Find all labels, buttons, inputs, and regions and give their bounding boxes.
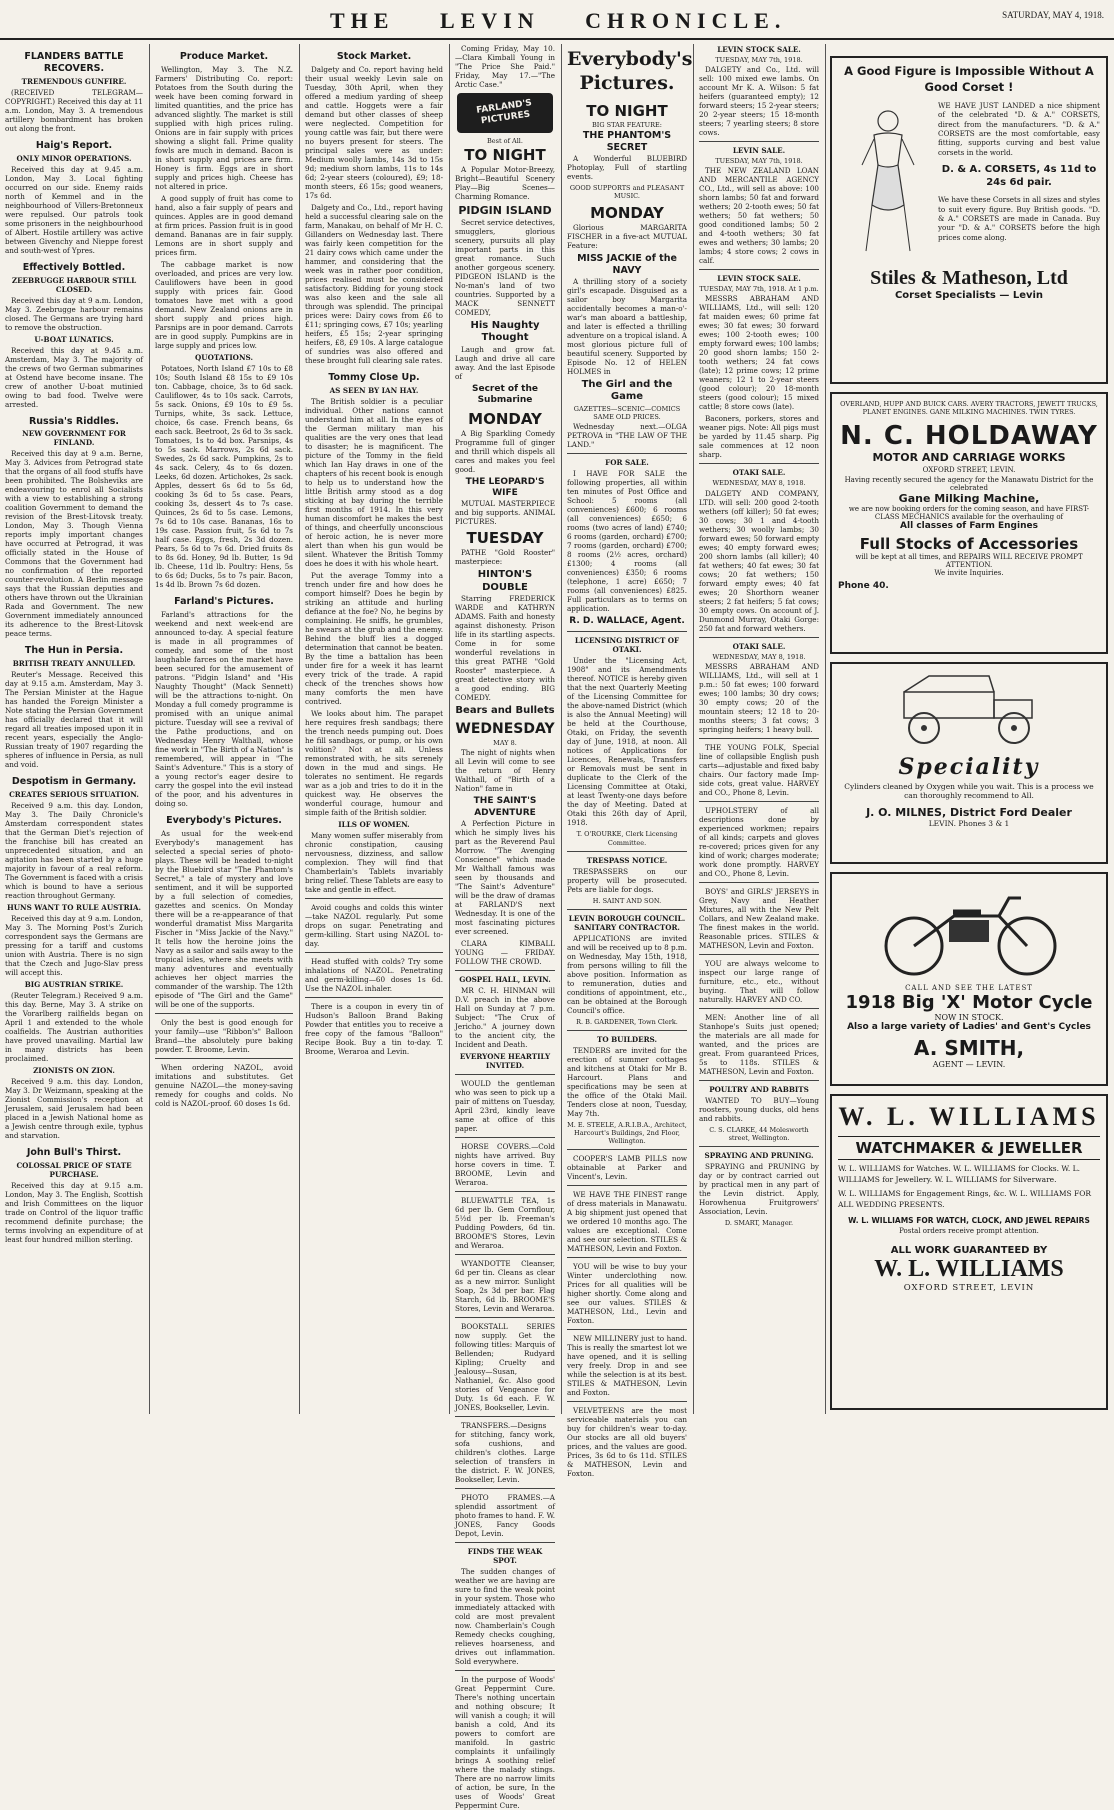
sale-date: TUESDAY, MAY 7th, 1918. At 1 p.m. [699,285,819,294]
motorcycle-advert [830,872,1108,1086]
tagline: Best of All. [487,137,523,145]
holdaway-logo: N. C. HOLDAWAY [840,420,1098,451]
coming-attractions: Coming Friday, May 10.—Clara Kimball Young in "The Price She Paid." Friday, May 17.—"The Arctic Case." [455,44,555,89]
divider [567,1185,687,1186]
advert-text: When ordering NAZOL, avoid imitations and substitutes. Get genuine NAZOL—the money-saving remedy for coughs and colds. No cold is NAZOL-proof. 60 doses 1s 6d. [155,1062,293,1108]
notice-signature: M. E. STEELE, A.R.I.B.A., Architect, Harcourt's Buildings, 2nd Floor, Wellington. [567,1120,687,1146]
feature-title: HINTON'S DOUBLE [477,569,533,593]
headline: Effectively Bottled. [22,261,126,273]
divider [567,1257,687,1258]
subheadline: COLOSSAL PRICE OF STATE PURCHASE. [16,1161,132,1179]
subheadline: ONLY MINOR OPERATIONS. [16,153,132,163]
sale-list: DALGETY and Co., Ltd. will sell: 100 mixed ewe lambs. On account Mr K. A. Wilson: 5 fat heifers (guaranteed empty); 12 forward steers; 15 2-year steers; 20 2-year steers; 15 18-month steers; 7 yearling steers; 8 store cows. [699,65,819,138]
sale-heading: OTAKI SALE. [732,468,786,478]
notice-heading: FINDS THE WEAK SPOT. [467,1546,543,1565]
column-3-stock-market [300,44,448,1414]
programme-text: Laugh and grow fat. Laugh and drive all care away. And the last Episode of [455,344,555,381]
article-body: Received this day at 9 a.m. London, May 3. The Morning Post's Zurich correspondent says the Germans are pressing for a tariff and customs union with Austria. There is no sign that the Czech and Jugo-Slav press will accept this. [5,914,143,978]
programme-text: The night of nights when all Levin will come to see the return of Henry Walthall, of "Birth of a Nation" fame in [455,748,555,794]
sale-heading: LEVIN SALE. [732,146,786,156]
article-body: The cabbage market is now overloaded, and prices are very low. Cauliflowers have been in good supply with prices fair. Good tomatoes have met with a good demand. New Zealand onions are in short supply and prices high. Parsnips are in poor demand. Carrots are in good supply. Pumpkins are in large supply and prices low. [155,259,293,350]
notice-text: TRESPASSERS on our property will be prosecuted. Pets are liable for dogs. [567,866,687,894]
programme-text: A thrilling story of a society girl's escapade. Disguised as a sailor boy Margarita accidentally becomes a man-o'-war's man aboard a battleship, and later is effected a thrilling adventure on a tropical island. A most glorious picture full of beautiful scenery. Supported by Episode No. 12 of HELEN HOLMES in [567,276,687,376]
programme-text: A Popular Motor-Breezy, Bright—Beautiful Scenery Play—Big Scenes—Charming Romance. [455,164,555,201]
notice-heading: SPRAYING AND PRUNING. [704,1150,814,1160]
subheadline: HUNS WANT TO RULE AUSTRIA. [6,903,142,913]
sale-list: Baconers, porkers, stores and weaner pigs. Note: All pigs must be yarded by 11.45 sharp. Pig sale commences at 12 noon sharp. [699,414,819,460]
programme-text: Glorious MARGARITA FISCHER in a five-act MUTUAL Feature: [567,223,687,251]
divider [699,1146,819,1147]
divider [699,801,819,802]
divider [699,463,819,464]
everybodys-logo-2: Pictures. [579,71,675,94]
headline: Stock Market. [336,51,412,62]
article-body: Reuter's Message. Received this day at 9.15 a.m. Amsterdam, May 3. The Persian Minister at the Hague has handed the Foreign Minister a Note stating the Persian Government has officially declared that it will regard all treaties imposed upon it in recent years, especially the Anglo-Russian treaty of 1907 regarding the spheres of influence in Persia, as null and void. [5,670,143,770]
advert-text: Many women suffer miserably from chronic constipation, causing nervousness, dizziness, and sallow complexion. They will find that Chamberlain's Tablets invariably bring relief. These Tablets are easy to take and gentle in effect. [305,830,443,894]
sale-list: DALGETY AND COMPANY, LTD. will sell: 200 good 2-tooth wethers (off killer); 50 fat ewes; 30 cows; 30 1 and 4-tooth wethers; 30 woolly lambs; 30 forward ewes; 50 forward empty ewes; 40 empty forward ewes; 200 shorn lambs (all killer); 40 fat wethers; 40 fat ewes; 30 fat cows; 20 fat wethers; 150 forward empty ewes; 40 fat ewes; 20 Shorthorn weaner steers; 2 fat heifers; 5 fat cows; 30 empty cows. On account of J. Dunmond Murray, Otaki Gorge: 250 fat and forward wethers. [699,488,819,633]
advert-text: Head stuffed with colds? Try some inhalations of NAZOL. Penetrating and germ-killing—60 doses 1s 6d. Use the NAZOL inhaler. [305,956,443,993]
subheadline: BIG AUSTRIAN STRIKE. [24,980,124,990]
speciality-heading: Speciality [898,754,1040,780]
notice-text: APPLICATIONS are invited and will be received up to 8 p.m. on Wednesday, May 15th, 1918, from persons willing to fill the above position. Information as to remuneration, duties and conditions of appointment, etc., can be obtained at the Borough Council's office. [567,933,687,1015]
advert-text: COOPER'S LAMB PILLS now obtainable at Parker and Vincent's, Levin. [567,1154,687,1182]
advert-text: WYANDOTTE Cleanser, 6d per tin. Cleans as clear as a new mirror. Sunlight Soap, 2s 3d per bar. Flag Starch, 6d lb. BROOME'S Stores, Levin and Weraroa. [455,1258,555,1313]
milnes-address: LEVIN. Phones 3 & 1 [928,819,1010,828]
article-body: Farland's attractions for the weekend and next week-end are announced to-day. A special feature is made in all programmes of comedy, and some of the most laughable farces on the market have been secured for the amusement of patrons. "Pidgin Island" and "His Naughty Thought" (Mack Sennett) will be the attractions to-night. On Monday a full comedy programme is promised with an unique animal picture. Tuesday will see a revival of the Pathe productions, and on Wednesday Henry Walthall, whose fine work in "The Birth of a Nation" is remembered, will appear in "The Saint's Adventure." This is a story of a young rector's eager desire to carry the gospel into the evil instead of the poor, and his adventures in doing so. [155,609,293,808]
subheadline: BRITISH TREATY ANNULLED. [12,659,136,669]
corset-details: We have these Corsets in all sizes and styles to suit every figure. Buy British goods. "D. & A." CORSETS are made in Canada. Buy your "D. & A." CORSETS before the high prices come along. [938,195,1100,242]
subheadline: QUOTATIONS. [195,352,253,362]
programme-day: TO NIGHT [586,101,668,120]
notice-heading: TO BUILDERS. [597,1034,657,1044]
williams-logo: W. L. WILLIAMS [838,1102,1100,1131]
subheadline: AS SEEN BY IAN HAY. [329,385,419,395]
williams-repairs: W. L. WILLIAMS FOR WATCH, CLOCK, AND JEWEL REPAIRS [848,1215,1090,1225]
advert-text: UPHOLSTERY of all descriptions done by experienced workmen; repairs of all kinds; carpets and gloves re-covered; prices given for any kind of work; charges moderate; work done promptly. HARVEY and CO., Phone 8, Levin. [699,805,819,878]
article-body: Wellington, May 3. The N.Z. Farmers' Distributing Co. report: Potatoes from the South during the week have been coming forward in limited quantities, and the price has advanced slightly. The market is still supplied with high prices ruling. Onions are in fair supply with prices showing a slight fall. Prime quality fowls are much in demand. Bacon is in short supply and prices are firm. Honey is firm. Eggs are in short supply and prices high. Cheese has not altered in price. [155,64,293,191]
article-body: As usual for the week-end Everybody's management has selected a special series of photo-plays. These will be headed to-night by the Bluebird star "The Phantom's Secret," a tale of mystery and love sentiment, and it will be supported by a full selection of comedies, gazettes and scenics. On Monday there will be a re-appearance of that wonderful dramatist Miss Margarita Fischer in "Miss Jackie of the Navy." It tells how the heroine joins the Navy as a sailor and sails away to the tropical isles, where she meets with many adventures and eventually achieves her object marries the commander of the warship. The 12th episode of "The Girl and the Game" will be one of the supports. [155,828,293,1009]
programme-text: Starring FREDERICK WARDE and KATHRYN ADAMS. Faith and honesty against dishonesty. Prison life in its startling aspects. Come in for some wonderful revelations in this great PATHE "Gold Rooster" masterpiece. A great detective story with a good ending. BIG COMEDY. [455,594,555,703]
sale-date: WEDNESDAY, MAY 8, 1918. [712,479,806,488]
notice-heading: LEVIN BOROUGH COUNCIL. SANITARY CONTRACTOR. [568,913,686,932]
advert-text: YOU are always welcome to inspect our large range of furniture, etc., etc., without buying. That will follow naturally. HARVEY AND CO. [699,958,819,1004]
notice-signature: H. SAINT AND SON. [592,896,662,905]
column-6-stock-sales [694,44,824,1414]
advert-text: WOULD the gentleman who was seen to pick up a pair of mittens on Tuesday, April 23rd, kindly leave same at office of this paper. [455,1078,555,1133]
feature-title: Bears and Bullets [455,705,555,717]
article-body: We looks about him. The parapet here requires fresh sandbags; there the trench needs pumping out. Does he fill sandbags, or pump, or his own volition? Not at all. Unless remonstrated with, he sits serenely down in the mud and sings. He tolerates no sentiment. He regards war as a job and tries to do it in the quickest way. He observes the wonderful courage, humour and simple faith of the British soldier. [305,708,443,817]
divider [567,453,687,454]
headline: Haig's Report. [35,139,113,151]
headline: FLANDERS BATTLE RECOVERS. [24,51,124,74]
feature-title: THE LEOPARD'S WIFE [465,476,545,499]
sale-heading: LEVIN STOCK SALE. [717,274,801,284]
headline: Tommy Close Up. [328,371,420,383]
williams-postal: Postal orders receive prompt attention. [899,1226,1039,1235]
subheadline: ZEEBRUGGE HARBOUR STILL CLOSED. [11,275,137,294]
farlands-logo: FARLAND'S PICTURES [457,93,553,133]
holdaway-address: OXFORD STREET, LEVIN. [922,465,1016,474]
programme-text: MUTUAL MASTERPIECE and big supports. ANIMAL PICTURES. [455,499,555,527]
advert-text: SPRAYING and PRUNING by day or by contract carried out by practical men in any part of the Levin district. Apply, Horowhenua Fruitgrowers' Association, Levin. [699,1161,819,1216]
divider [699,269,819,270]
programme-date: MAY 8. [493,739,517,748]
williams-address: OXFORD STREET, LEVIN [903,1282,1035,1293]
subheadline: U-BOAT LUNATICS. [34,334,114,344]
holdaway-text: will be kept at all times, and REPAIRS WILL RECEIVE PROMPT ATTENTION. [855,552,1083,569]
motorcycle-model: 1918 Big 'X' Motor Cycle [845,992,1093,1013]
divider [305,952,443,953]
car-illustration [874,670,1064,750]
column-4-farlands [450,44,560,1810]
williams-list: W. L. WILLIAMS for Watches. W. L. WILLIAMS for Clocks. W. L. WILLIAMS for Jewellery. W. L. WILLIAMS for Silverware. [838,1164,1080,1184]
programme-text: CLARA KIMBALL YOUNG — FRIDAY. FOLLOW THE CROWD. [455,938,555,966]
subheadline: ZIONISTS ON ZION. [33,1066,115,1076]
headline: The Hun in Persia. [24,645,124,657]
divider [699,637,819,638]
notice-text: TENDERS are invited for the erection of summer cottages and kitchens at Otaki for Mr B. Harcourt. Plans and specifications may be seen at the office of the Otaki Mail. Tenders close at noon, Tuesday, May 7th. [567,1045,687,1118]
feature-title: Secret of the Submarine [472,383,538,405]
corset-price: D. & A. CORSETS, 4s 11d to 24s 6d pair. [941,164,1097,189]
divider [455,1137,555,1138]
williams-guarantee: ALL WORK GUARANTEED BY [890,1244,1048,1256]
advert-text: MEN: Another line of all Stanhope's Suits just opened; the materials are all made for wanted, and the prices are great. From guaranteed Prices, 5s to 118s. STILES & MATHESON, Levin and Foxton. [699,1012,819,1076]
divider [699,141,819,142]
notice-heading: FOR SALE. [605,458,649,468]
divider [567,631,687,632]
motorcycle-illustration [869,880,1069,980]
divider [699,1008,819,1009]
corset-advert [830,56,1108,384]
williams-name: W. L. WILLIAMS [874,1255,1064,1282]
masthead [0,0,1114,40]
advert-text: PHOTO FRAMES.—A splendid assortment of photo frames to hand. F. W. JONES, Fancy Goods Depot, Levin. [455,1492,555,1538]
sale-list: THE NEW ZEALAND LOAN AND MERCANTILE AGENCY CO., Ltd., will sell as above: 100 shorn lambs; 50 fat and forward wethers; 20 2-tooth ewes; 50 fat wethers; 50 fat wethers; 50 good conditioned lambs; 50 2 and 4-tooth wethers; 30 fat ewes and wethers; 30 lambs; 20 lambs; 4 store cows; 2 cows in calf. [699,166,819,266]
column-divider [825,44,826,1414]
feature-title: THE SAINT'S ADVENTURE [473,796,537,818]
article-body: Received this day at 9 a.m. London, May 3. Zeebrugge harbour remains closed. The Germans are trying hard to remove the obstruction. [5,295,143,332]
headline: Produce Market. [179,51,269,62]
subheadline: ILLS OF WOMEN. [338,819,410,829]
advert-text: WE HAVE THE FINEST range of dress materials in Manawatu. A big shipment just opened that we ordered 10 months ago. The values are exceptional. Come and see our selection. STILES & MATHESON, Levin and Foxton. [567,1190,687,1254]
article-body: Received this day at 9 a.m. Berne, May 3. Advices from Petrograd state that the organs of all food stuffs have been prohibited. The Bolsheviks are endeavouring to enrol all Socialists with a view to establishing a strong coalition Government to demand the revision of the Brest-Litovsk treaty. London, May 3. Though Vienna reports imply important changes have occurred at Petrograd, it was officially stated in the House of Commons that the Government had no confirmation of the reported counter-revolution. A Berlin message says that the Russian deputies and others have thrown out the Ukrainian Rada and Government. The new Government immediately announced its adherence to the Brest-Litovsk peace terms. [5,449,143,639]
sale-date: TUESDAY, MAY 7th, 1918. [715,56,803,64]
divider [567,1149,687,1150]
divider [455,1317,555,1318]
programme-text: A Perfection Picture in which he simply lives his part as the Reverend Paul Morrow. "The Avenging Conscience" which made Mr Walthall famous was seen by thousands and "The Saint's Adventure" will be the draw of dramas at FARLAND'S next Wednesday. It is one of the most fascinating pictures ever screened. [455,818,555,936]
notice-heading: GOSPEL HALL, LEVIN. [459,974,551,984]
motorcycle-stock: NOW IN STOCK. [934,1013,1004,1022]
corset-headline: A Good Figure is Impossible Without A Good Corset ! [844,64,1094,94]
programme-text: Wednesday next.—OLGA PETROVA in "THE LAW OF THE LAND." [567,422,687,450]
sale-list: MESSRS ABRAHAM AND WILLIAMS, Ltd., will sell at 1 p.m.: 50 fat ewes; 100 forward ewes; 100 lambs; 30 dry cows; 30 empty cows; 20 of the mountain steers; 12 18 to 20-months steers; 3 fat cows; 3 springing heifers; 1 heavy bull. [699,661,819,734]
williams-advert [830,1094,1108,1410]
column-1-war-news [0,44,148,1414]
advert-text: NEW MILLINERY just to hand. This is really the smartest lot we have opened, and it is selling very freely. Drop in and see while the selection is at its best. STILES & MATHESON, Levin and Foxton. [567,1334,687,1398]
headline: Despotism in Germany. [11,776,137,788]
article-body: (Reuter Telegram.) Received 9 a.m. this day. Berne, May 3. A strike on the Vorarlberg railfields began on April 1 and extended to the whole coalfields. The Austrian authorities have proved unavailing. Martial law in many districts has been proclaimed. [5,991,143,1064]
sale-heading: OTAKI SALE. [732,641,786,651]
article-body: The British soldier is a peculiar individual. Other nations cannot understand him at all. In the eyes of the German military man his qualities are the very ones that lead to disaster; he is magnificent. The picture of the Tommy in the field which Ian Hay draws in one of the chapters of his recent book is enough to help us to understand how the little British army stood as a dog sticking at bay during the terrible first months of 1914. In this very human discomfort he makes the best of things, and cheerfully unconscious of heroic action, he is never more alert than when his gun would be silent. Whatever the British Tommy does he does it with his whole heart. [305,396,443,568]
advert-text: Avoid coughs and colds this winter—take NAZOL regularly. Put some drops on sugar. Penetrating and germ-killing. Start using NAZOL to-day. [305,902,443,948]
notice-text: Under the "Licensing Act, 1908" and its Amendments thereof. NOTICE is hereby given that the next Quarterly Meeting of the Licensing Committee for the above-named District (which is also the Annual Meeting) will be held at the Courthouse, Otaki, on Friday, the seventh day of June, 1918, at noon. All notices of Applications for Licences, Renewals, Transfers or Removals must be sent in duplicate to the Clerk of the Licensing Committee at Otaki, at least Twenty-one days before the day of Meeting. Dated at Otaki this 26th day of April, 1918. [567,656,687,828]
corset-body: WE HAVE JUST LANDED a nice shipment of the celebrated "D. & A." CORSETS, direct from the manufacturers. "D. & A." CORSETS are the most comfortable, easy fitting, supports curving and best value corsets in the world. [938,101,1100,157]
notice-heading: LICENSING DISTRICT OF OTAKI. [574,636,680,655]
programme-text: A Wonderful BLUEBIRD Photoplay, Full of startling events. [567,154,687,182]
advert-text: BOOKSTALL SERIES now supply. Get the following titles: Marquis of Bellenden; Rudyard Kipling; Cruelty and Jealousy—Susan, Nathaniel, &c. Also good stories of Vengeance for Duty. 1s 6d each. F. W. JONES, Bookseller, Levin. [455,1321,555,1412]
article-body: Dalgety and Co. report having held their usual weekly Levin sale on Tuesday, 30th April, when they offered a medium yarding of sheep and cattle. Hoggets were a fair demand but other classes of sheep were neglected. Competition for young cattle was fair, but there were no buyers present for steers. The principal sales were as under: Medium woolly lambs, 14s 3d to 15s 9d; medium shorn lambs, 11s to 14s 6d; 2-year steers (coloured), £9; 18-month steers, £6 15s; good weaners, 17s 6d. [305,64,443,200]
sale-date: TUESDAY, MAY 7th, 1918. [715,157,803,166]
sale-heading: LEVIN STOCK SALE. [717,45,801,54]
feature-title: MISS JACKIE of the NAVY [577,253,677,276]
article-body: Received 9 a.m. this day. London, May 3. The Daily Chronicle's Amsterdam correspondent states that the German Diet's rejection of the franchise bill has created an unprecedented situation, and an agitation has been started by a huge majority in favour of a real reform. The Government is faced with a crisis which is bound to have a serious reaction throughout Germany. [5,801,143,901]
agent-name: R. D. WALLACE, Agent. [569,616,685,627]
notice-heading: EVERYONE HEARTILY INVITED. [459,1051,551,1070]
advert-text: HORSE COVERS.—Cold nights have arrived. Buy horse covers in time. T. BROOME, Levin and Weraroa. [455,1141,555,1187]
milnes-advert [830,662,1108,864]
subheadline: NEW GOVERNMENT FOR FINLAND. [22,429,126,448]
holdaway-text: We invite Inquiries. [934,568,1004,577]
newspaper-title: THE LEVIN CHRONICLE. [330,8,787,33]
divider [567,909,687,910]
notice-signature: C. S. CLARKE, 44 Molesworth street, Wellington. [709,1125,809,1142]
divider [567,1329,687,1330]
divider [455,1074,555,1075]
programme-day: MONDAY [590,204,664,223]
headline: John Bull's Thirst. [26,1147,122,1159]
article-body: Potatoes, North Island £7 10s to £8 10s; South Island £8 15s to £9 10s ton. Cabbage, choice, 3s to 6d sack. Cauliflower, 4s to 10s sack. Carrots, 5s sack. Onions, £9 10s to £9 5s. Turnips, white, 3s sack. Lettuce, choice, 6s case. French beans, 6s each sack. Beetroot, 2s 6d to 3s sack. Tomatoes, 1s to 4d box. Parsnips, 4s to 5s sack. Marrows, 2s 6d sack. Swedes, 2s 6d sack. Pumpkins, 2s to 4s sack. Celery, 4s to 6s dozen. Leeks, 6d dozen. Artichokes, 2s sack. Apples, dessert 6s 6d to 5s 6d, cooking 3s 6d to 5s case. Pears, cooking 3s, dessert 4s to 7s case. Quinces, 2s 6d to 5s case. Lemons, 7s 6d to 10s case. Bananas, 16s to 19s case. Passion fruit, 5s 6d to 7s half case. Eggs, fresh, 2s 3d dozen. Pears, 5s 6d to 7s 6d. Dried fruits 8s to 8s 6d. Honey, 9d lb. Butter, 1s 9d lb. Cheese, 11d lb. Poultry: Hens, 5s to 6s 6d; Ducks, 5s to 7s pair. Bacon, 1s 4d lb. Brown 7s 6d dozen. [155,363,293,589]
programme-text: A Big Sparkling Comedy Programme full of ginger and thrill which dispels all cares and makes you feel good. [455,428,555,474]
headline: Russia's Riddles. [28,415,120,427]
column-5-everybodys [562,44,693,1479]
divider [455,1191,555,1192]
headline: Everybody's Pictures. [166,814,282,826]
article-body: Dalgety and Co., Ltd., report having held a successful clearing sale on the farm, Manakau, on behalf of Mr H. C. Gillanders on Wednesday last. There was fairly keen competition for the 21 dairy cows which came under the hammer, and considering that the week was in rather poor condition, prices realised must be considered satisfactory. Bidding for young stock was also keen and the sale all through was splendid. The principal prices were: Dairy cows from £6 to £11; springing cows, £7 10s; yearling heifers, £5 15s; 2-year springing heifers, £8, £9 10s. A large catalogue of sundries was also offered and these brought full clearing sale rates. [305,202,443,365]
divider [455,1542,555,1543]
programme-day: TO NIGHT [464,146,546,165]
advert-text: The sudden changes of weather we are having are sure to find the weak point in your system. Those who immediately attacked with cold are most prevalent now. Chamberlain's Cough Remedy checks coughing, relieves hoarseness, and drives out inflammation. Sold everywhere. [455,1566,555,1666]
programme-tag: GOOD SUPPORTS and PLEASANT MUSIC. [569,184,685,201]
divider [699,954,819,955]
programme-text: PATHE "Gold Rooster" masterpiece: [455,548,555,567]
feature-title: His Naughty Thought [470,319,540,344]
feature-title: The Girl and the Game [581,378,673,403]
williams-trade: WATCHMAKER & JEWELLER [838,1136,1100,1160]
article-body: A good supply of fruit has come to hand, also a fair supply of pears and quinces. Apples are in good demand at firm prices. Passion fruit is in good demand. Bananas are in fair supply. Lemons are in short supply and prices firm. [155,193,293,257]
holdaway-advert [830,392,1108,654]
divider [455,970,555,971]
milnes-name: J. O. MILNES, District Ford Dealer [866,806,1072,819]
notice-text: I HAVE FOR SALE the following properties, all within ten minutes of Post Office and School: 5 rooms (all conveniences) £600; 6 rooms (all conveniences) £650; 6 rooms (two acres of land) £740; 6 rooms (garden, orchard) £700; 7 rooms (garden, orchard) £700; 8 rooms (2½ acres, orchard) £1300; 4 rooms (all conveniences) £350; 6 rooms (telephone, 1 acre) £650; 7 rooms (all conveniences) £825. Full particulars as to terms on application. [567,469,687,614]
advert-text: BOYS' and GIRLS' JERSEYS in Grey, Navy and Heather Mixtures, all with the New Pelt Collars, and New Zealand make. The finest makes in the world. Reasonable prices. STILES & MATHESON, Levin and Foxton. [699,886,819,950]
notice-signature: D. SMART, Manager. [724,1218,794,1227]
advert-text: YOU will be wise to buy your Winter underclothing now. Prices for all qualities will be higher shortly. Come along and see our values. STILES & MATHESON, Ltd., Levin and Foxton. [567,1262,687,1326]
programme-day: WEDNESDAY [455,720,555,737]
notice-heading: TRESPASS NOTICE. [586,855,668,865]
holdaway-product: Gane Milking Machine, [898,491,1040,505]
feature-title: PIDGIN ISLAND [458,203,552,217]
holdaway-engines: All classes of Farm Engines [900,520,1038,531]
advert-text: TRANSFERS.—Designs for stitching, fancy work, sofa cushions, and children's clothes. Large selection of transfers in the district. F. W. JONES, Bookseller, Levin. [455,1420,555,1484]
subheadline: CREATES SERIOUS SITUATION. [9,790,139,800]
motorcycle-variety: Also a large variety of Ladies' and Gent's Cycles [847,1022,1091,1032]
advert-text: THE YOUNG FOLK, Special line of collapsible English push carts—adjustable and fixed baby chairs. Our factory made Imp-side cots, great value. HARVEY and CO., Phone 8, Levin. [699,742,819,797]
notice-heading: POULTRY AND RABBITS [709,1084,809,1094]
headline: Farland's Pictures. [174,595,274,607]
subheadline: TREMENDOUS GUNFIRE. [21,76,127,86]
divider [155,1013,293,1014]
article-body: (RECEIVED TELEGRAM—COPYRIGHT.) Received this day at 11 a.m. London, May 3. A tremendous artillery bombardment has broken out along the front. [5,87,143,133]
article-body: Received this day at 9.45 a.m. London, May 3. Local fighting occurred on our side. Enemy raids north of Kemmel and in the neighbourhood of Villers-Bretonneux were repulsed. Our patrols took some prisoners in the neighbourhood of Albert. Hostile artillery was active between Givenchy and Nieppe forest and south-west of Ypres. [5,164,143,255]
column-2-produce [150,44,298,1414]
notice-signature: R. B. GARDENER, Town Clerk. [576,1017,678,1026]
divider [305,997,443,998]
divider [567,1401,687,1402]
everybodys-logo: Everybody's [567,48,693,70]
advert-text: BLUEWATTLE TEA, 1s 6d per lb. Gem Cornflour, 5½d per lb. Freeman's Pudding Powders, 6d tin. BROOME'S Stores, Levin and Weraroa. [455,1195,555,1250]
issue-date: SATURDAY, MAY 4, 1918. [1002,10,1104,20]
sale-date: WEDNESDAY, MAY 8, 1918. [712,652,806,661]
holdaway-agencies: OVERLAND, HUPP AND BUICK CARS. AVERY TRACTORS, JEWETT TRUCKS, PLANET ENGINES. GANE MILKING MACHINES. TWIN TYRES. [840,400,1098,417]
article-body: Received this day at 9.45 a.m. Amsterdam, May 3. The majority of the crews of two German submarines at Ostend have become insane. The crew of another U-boat mutinied owing to bad food. Twelve were arrested. [5,345,143,409]
divider [699,738,819,739]
divider [567,1030,687,1031]
divider [699,1080,819,1081]
programme-day: TUESDAY [466,529,544,548]
speciality-text: Cylinders cleaned by Oxygen while you wait. This is a process we can thoroughly recommend to All. [844,782,1094,800]
advert-text: VELVETEENS are the most serviceable materials you can buy for children's wear to-day. Our stocks are all old buyers' prices, and the values are good. Prices, 3s 6d to 6s 11d. STILES & MATHESON, Levin and Foxton. [567,1406,687,1479]
divider [455,1488,555,1489]
stiles-matheson-logo: Stiles & Matheson, Ltd [870,267,1068,290]
motorcycle-call: CALL AND SEE THE LATEST [905,984,1033,992]
programme-text: Secret service detectives, smugglers, glorious scenery, pursuits all play important parts in this great romance. Such another gorgeous scenery. PIDGEON ISLAND is the No-man's land of two countries. Supported by a MACK SENNETT COMEDY, [455,217,555,317]
holdaway-phone: Phone 40. [838,580,889,591]
notice-text: MR C. H. HINMAN will D.V. preach in the above Hall on Sunday at 7 p.m. Subject: "The Crux of Jericho." A journey down to the ancient city, the Incident and Death. [455,985,555,1049]
article-body: Received this day at 9.15 a.m. London, May 3. The English, Scottish and Irish Committees on the liquor trade on Control of the liquor traffic recommend definite purchase; the terms involving an expenditure of at least four hundred million sterling. [5,1181,143,1244]
holdaway-accessories: Full Stocks of Accessories [859,534,1079,553]
divider [455,1416,555,1417]
corset-lady-illustration [838,105,938,255]
article-body: Received 9 a.m. this day. London, May 3. Dr Weizmann, speaking at the Zionist Commission's reception at Jerusalem, said Jerusalem had been placed in a Jewish National home as a Jewish centre through exile, typhus and starvation. [5,1077,143,1141]
divider [699,882,819,883]
programme-tag: BIG STAR FEATURE: [592,121,662,130]
programme-tag: GAZETTES—SCENIC—COMICS SAME OLD PRICES. [573,404,681,421]
williams-list-2: W. L. WILLIAMS for Engagement Rings, &c. W. L. WILLIAMS FOR ALL WEDDING PRESENTS. [838,1188,1092,1209]
notice-signature: T. O'ROURKE, Clerk Licensing Committee. [576,830,678,847]
sale-list: MESSRS ABRAHAM AND WILLIAMS, Ltd., will sell: 120 fat maiden ewes; 60 prime fat ewes; 30 fat ewes; 30 forward ewes; 100 2-tooth ewes; 100 empty forward ewes; 100 lambs; 20 good shorn lambs; 150 2-tooth wethers; 24 fat cows (late); 12 prime cows; 12 prime weaners; 12 1 to 2-year steers (good colour); 20 18-month steers (good colour); 15 mixed cattle; 8 store cows (late). [699,294,819,412]
divider [455,1670,555,1671]
holdaway-text: we are now booking orders for the coming season, and have FIRST-CLASS MECHANICS available for the overhauling of [848,504,1090,521]
smith-name: A. SMITH, [913,1036,1025,1060]
holdaway-subtitle: MOTOR AND CARRIAGE WORKS [872,450,1066,464]
divider [455,1254,555,1255]
feature-title: THE PHANTOM'S SECRET [582,130,672,154]
article-body: Put the average Tommy into a trench under fire and how does he comport himself? Does he begin by striking an attitude and hurling defiance at the foe? No, he begins by complaining. He sniffs, he grumbles, he swears at the grub and the enemy. Behind the bluff lies a dogged determination that cannot be beaten. By the time a battalion has been under fire for a week it has learnt every trick of the trade. A rapid check of the trenches shows how many comforts the men have contrived. [305,570,443,706]
divider [155,1058,293,1059]
advert-text: In the purpose of Woods' Great Peppermint Cure. There's nothing uncertain and nothing obscure; It will vanish a cough; it will banish a cold, And its powers to comfort are manifold. In gastric complaints it unfailingly brings A soothing relief where the malady stings. There are no narrow limits of action, be sure, In the uses of Woods' Great Peppermint Cure. [455,1674,555,1810]
programme-day: MONDAY [468,410,542,429]
advert-text: WANTED TO BUY—Young roosters, young ducks, old hens and rabbits. [699,1095,819,1123]
divider [305,898,443,899]
divider [567,851,687,852]
stiles-matheson-tagline: Corset Specialists — Levin [894,290,1044,302]
holdaway-text: Having recently secured the agency for the Manawatu District for the celebrated [844,475,1094,492]
smith-address: AGENT — LEVIN. [932,1060,1006,1069]
advert-text: Only the best is good enough for your family—use "Ribbon's" Balloon Brand—the absolutely pure baking powder. T. Broome, Levin. [155,1017,293,1054]
advert-text: There is a coupon in every tin of Hudson's Balloon Brand Baking Powder that entitles you to receive a free copy of the famous "Balloon" Recipe Book. Buy a tin to-day. T. Broome, Weraroa and Levin. [305,1001,443,1056]
